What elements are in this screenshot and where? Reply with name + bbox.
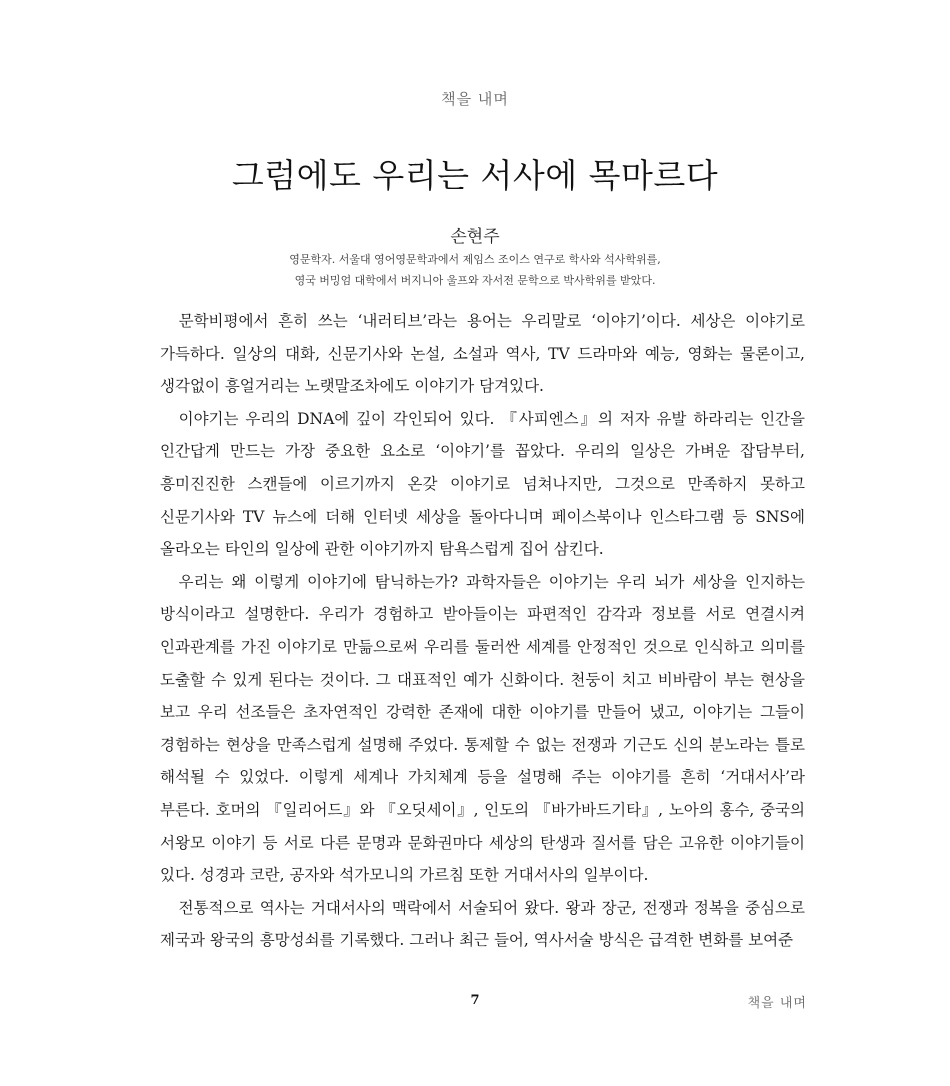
running-footer: 책을 내며 [747,996,807,1011]
author-name: 손현주 [450,227,500,247]
running-header: 책을 내며 [441,90,509,108]
body-paragraph: 이야기는 우리의 DNA에 깊이 각인되어 있다. 『사피엔스』의 저자 유발 하라리는 인간을 인간답게 만드는 가장 중요한 요소로 ‘이야기’를 꼽았다. 우리의 일상은 가벼운 잡담부터, 흥미진진한 스캔들에 이르기까지 온갖 이야기로 넘쳐나지만, 그것으로 만족하지 못하고 신문기사와 TV 뉴스에 더해 인터넷 세상을 돌아다니며 페이스북이나 인스타그램 등 SNS에 올라오는 타인의 일상에 관한 이야기까지 탐욕스럽게 집어 삼킨다. [160,409,805,559]
article-title: 그럼에도 우리는 서사에 목마르다 [231,156,719,195]
author-bio-line: 영국 버밍엄 대학에서 버지니아 울프와 자서전 문학으로 박사학위를 받았다. [294,274,656,287]
body-paragraph: 전통적으로 역사는 거대서사의 맥락에서 서술되어 왔다. 왕과 장군, 전쟁과 정복을 중심으로 제국과 왕국의 흥망성쇠를 기록했다. 그러나 최근 들어, 역사서술 방식은 급격한 변화를 보여준 [160,898,805,950]
author-bio-line: 영문학자. 서울대 영어영문학과에서 제임스 조이스 연구로 학사와 석사학위를, [289,253,661,266]
body-paragraph: 우리는 왜 이렇게 이야기에 탐닉하는가? 과학자들은 이야기는 우리 뇌가 세상을 인지하는 방식이라고 설명한다. 우리가 경험하고 받아들이는 파편적인 감각과 정보를 서로 연결시켜 인과관계를 가진 이야기로 만듦으로써 우리를 둘러싼 세계를 안정적인 것으로 인식하고 의미를 도출할 수 있게 된다는 것이다. 그 대표적인 예가 신화이다. 천둥이 치고 비바람이 부는 현상을 보고 우리 선조들은 초자연적인 강력한 존재에 대한 이야기를 만들어 냈고, 이야기는 그들이 경험하는 현상을 만족스럽게 설명해 주었다. 통제할 수 없는 전쟁과 기근도 신의 분노라는 틀로 해석될 수 있었다. 이렇게 세계나 가치체계 등을 설명해 주는 이야기를 흔히 ‘거대서사’라 부른다. 호머의 『일리어드』와 『오딧세이』, 인도의 『바가바드기타』, 노아의 홍수, 중국의 서왕모 이야기 등 서로 다른 문명과 문화권마다 세상의 탄생과 질서를 담은 고유한 이야기들이 있다. 성경과 코란, 공자와 석가모니의 가르침 또한 거대서사의 일부이다. [160,572,805,885]
page-number: 7 [470,993,480,1008]
author-bio [0,249,950,291]
body-paragraph: 문학비평에서 흔히 쓰는 ‘내러티브’라는 용어는 우리말로 ‘이야기’이다. 세상은 이야기로 가득하다. 일상의 대화, 신문기사와 논설, 소설과 역사, TV 드라마와 예능, 영화는 물론이고, 생각없이 흥얼거리는 노랫말조차에도 이야기가 담겨있다. [160,312,805,396]
article-body [160,305,805,957]
